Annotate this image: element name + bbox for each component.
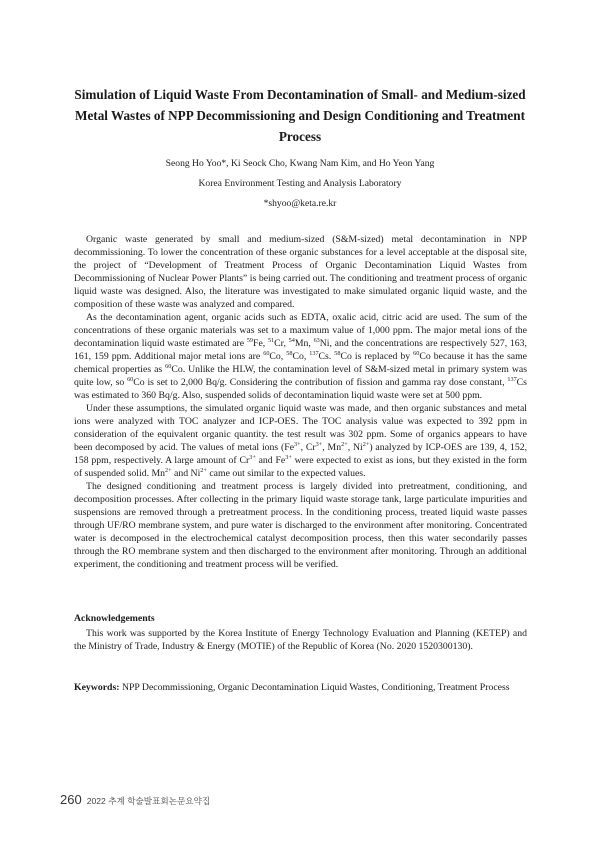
text-run: were expected to exist as ions, but they existed in the form of suspended solid. Mn <box>74 455 527 480</box>
abstract-body <box>74 233 527 571</box>
keywords-label: Keywords: <box>74 682 120 693</box>
superscript: 58 <box>334 349 341 357</box>
text-run: Co is set to 2,000 Bq/g. Considering the contribution of fission and gamma ray dose constant, <box>133 377 508 389</box>
text-run: Ni, and the concentrations are respectively 527, 163, 161, 159 ppm. Additional major metal ions are <box>74 338 527 363</box>
superscript: 60 <box>127 375 134 383</box>
author-list: Seong Ho Yoo*, Ki Seock Cho, Kwang Nam Kim, and Ho Yeon Yang <box>165 158 435 169</box>
text-run: and Fe <box>255 455 286 467</box>
superscript: 54 <box>288 336 295 344</box>
superscript: 2+ <box>200 467 207 475</box>
text-run: , Ni <box>347 442 363 454</box>
page-footer <box>60 791 210 809</box>
paper-title: Simulation of Liquid Waste From Decontamination of Small- and Medium-sized Metal Wastes of NPP Decommissioning and Design Conditioning and Treatment Process <box>74 87 526 144</box>
keywords-text: NPP Decommissioning, Organic Decontamination Liquid Wastes, Conditioning, Treatment Process <box>119 682 510 693</box>
paragraph-analysis-results <box>74 402 527 480</box>
superscript: 3+ <box>315 441 323 448</box>
superscript: 2+ <box>341 441 348 448</box>
superscript: 2+ <box>165 467 172 475</box>
text-run: Co is replaced by <box>340 351 414 363</box>
acknowledgements-heading: Acknowledgements <box>74 613 155 624</box>
text-run: As the decontamination agent, organic acids such as EDTA, oxalic acid, citric acid are used. The sum of the concentrations of these organic materials was set to a maximum value of 1,000 ppm. The major metal ions of the decontamination liquid waste estimated are <box>74 312 527 350</box>
text-run: Co, <box>292 351 310 363</box>
superscript: 60 <box>413 349 420 357</box>
superscript: 60 <box>263 349 270 357</box>
author-email: *shyoo@keta.re.kr <box>263 198 337 209</box>
text-run: Fe, <box>253 338 268 350</box>
paragraph-decontamination-agents <box>74 311 527 402</box>
superscript: 63 <box>313 336 320 344</box>
superscript: 60 <box>165 362 172 370</box>
superscript: 137 <box>507 375 517 383</box>
text-run: Co. Unlike the HLW, the contamination level of S&M-sized metal in primary system was quite low, so <box>74 364 527 389</box>
text-run: Co, <box>269 351 287 363</box>
affiliation: Korea Environment Testing and Analysis Laboratory <box>198 178 402 189</box>
text-run: and Ni <box>171 468 201 480</box>
text-run: Cr, <box>274 338 289 350</box>
superscript: 3+ <box>249 454 256 462</box>
conference-name: 2022 추계 학술발표회논문요약집 <box>86 796 211 806</box>
superscript: 58 <box>286 349 293 357</box>
text-run: Cs was estimated to 360 Bq/g. Also, suspended solids of decontamination liquid waste were set at 500 ppm. <box>74 377 527 402</box>
superscript: 3+ <box>285 454 292 462</box>
superscript: 51 <box>267 336 275 344</box>
page-number: 260 <box>60 792 82 807</box>
paragraph-intro: Organic waste generated by small and medium-sized (S&M-sized) metal decontamination in NPP decommissioning. To lower the concentration of these organic substances for a level acceptable at the disposal site, the project of “Development of Treatment Process of Organic Decontamination Liquid Wastes from Decommissioning of Nuclear Power Plants” is being carried out. The conditioning and treatment process of organic liquid waste was designed. Also, the literature was investigated to make simulated organic liquid waste, and the composition of these waste was analyzed and compared. <box>74 234 527 311</box>
superscript: 3+ <box>294 441 301 448</box>
superscript: 137 <box>309 349 319 357</box>
text-run: Mn, <box>294 338 314 350</box>
superscript: 59 <box>246 336 254 344</box>
text-run: , Cr <box>300 442 316 454</box>
acknowledgements-text: This work was supported by the Korea Institute of Energy Technology Evaluation and Planning (KETEP) and the Ministry of Trade, Industry & Energy (MOTIE) of the Republic of Korea (No. 2020 1520300130). <box>74 628 527 653</box>
text-run: came out similar to the expected values. <box>206 468 366 480</box>
text-run: , Mn <box>322 442 342 454</box>
paragraph-process-design: The designed conditioning and treatment process is largely divided into pretreatment, conditioning, and decomposition processes. After collecting in the primary liquid waste storage tank, large particulate impurities and suspensions are removed through a pretreatment process. In the conditioning process, treated liquid waste passes through UF/RO membrane system, and pure water is discharged to the environment after monitoring. Concentrated water is decomposed in the electrochemical catalyst decomposition process, then this water secondarily passes through the RO membrane system and then discharged to the environment after monitoring. Through an additional experiment, the conditioning and treatment process will be verified. <box>74 481 527 571</box>
superscript: 2+ <box>362 441 370 448</box>
text-run: Co because it has the same chemical properties as <box>74 351 527 376</box>
text-run: ) analyzed by ICP-OES are 139, 4, 152, 158 ppm, respectively. A large amount of Cr <box>74 442 528 467</box>
keywords <box>74 681 527 694</box>
text-run: Under these assumptions, the simulated organic liquid waste was made, and then organic substances and metal ions were analyzed with TOC analyzer and ICP-OES. The TOC analysis value was expected to 392 ppm in consideration of the equivalent organic quantity. the test result was 302 ppm. Some of organics appears to have been decomposed by acid. The values of metal ions (Fe <box>74 403 527 454</box>
text-run: Cs. <box>318 351 335 363</box>
